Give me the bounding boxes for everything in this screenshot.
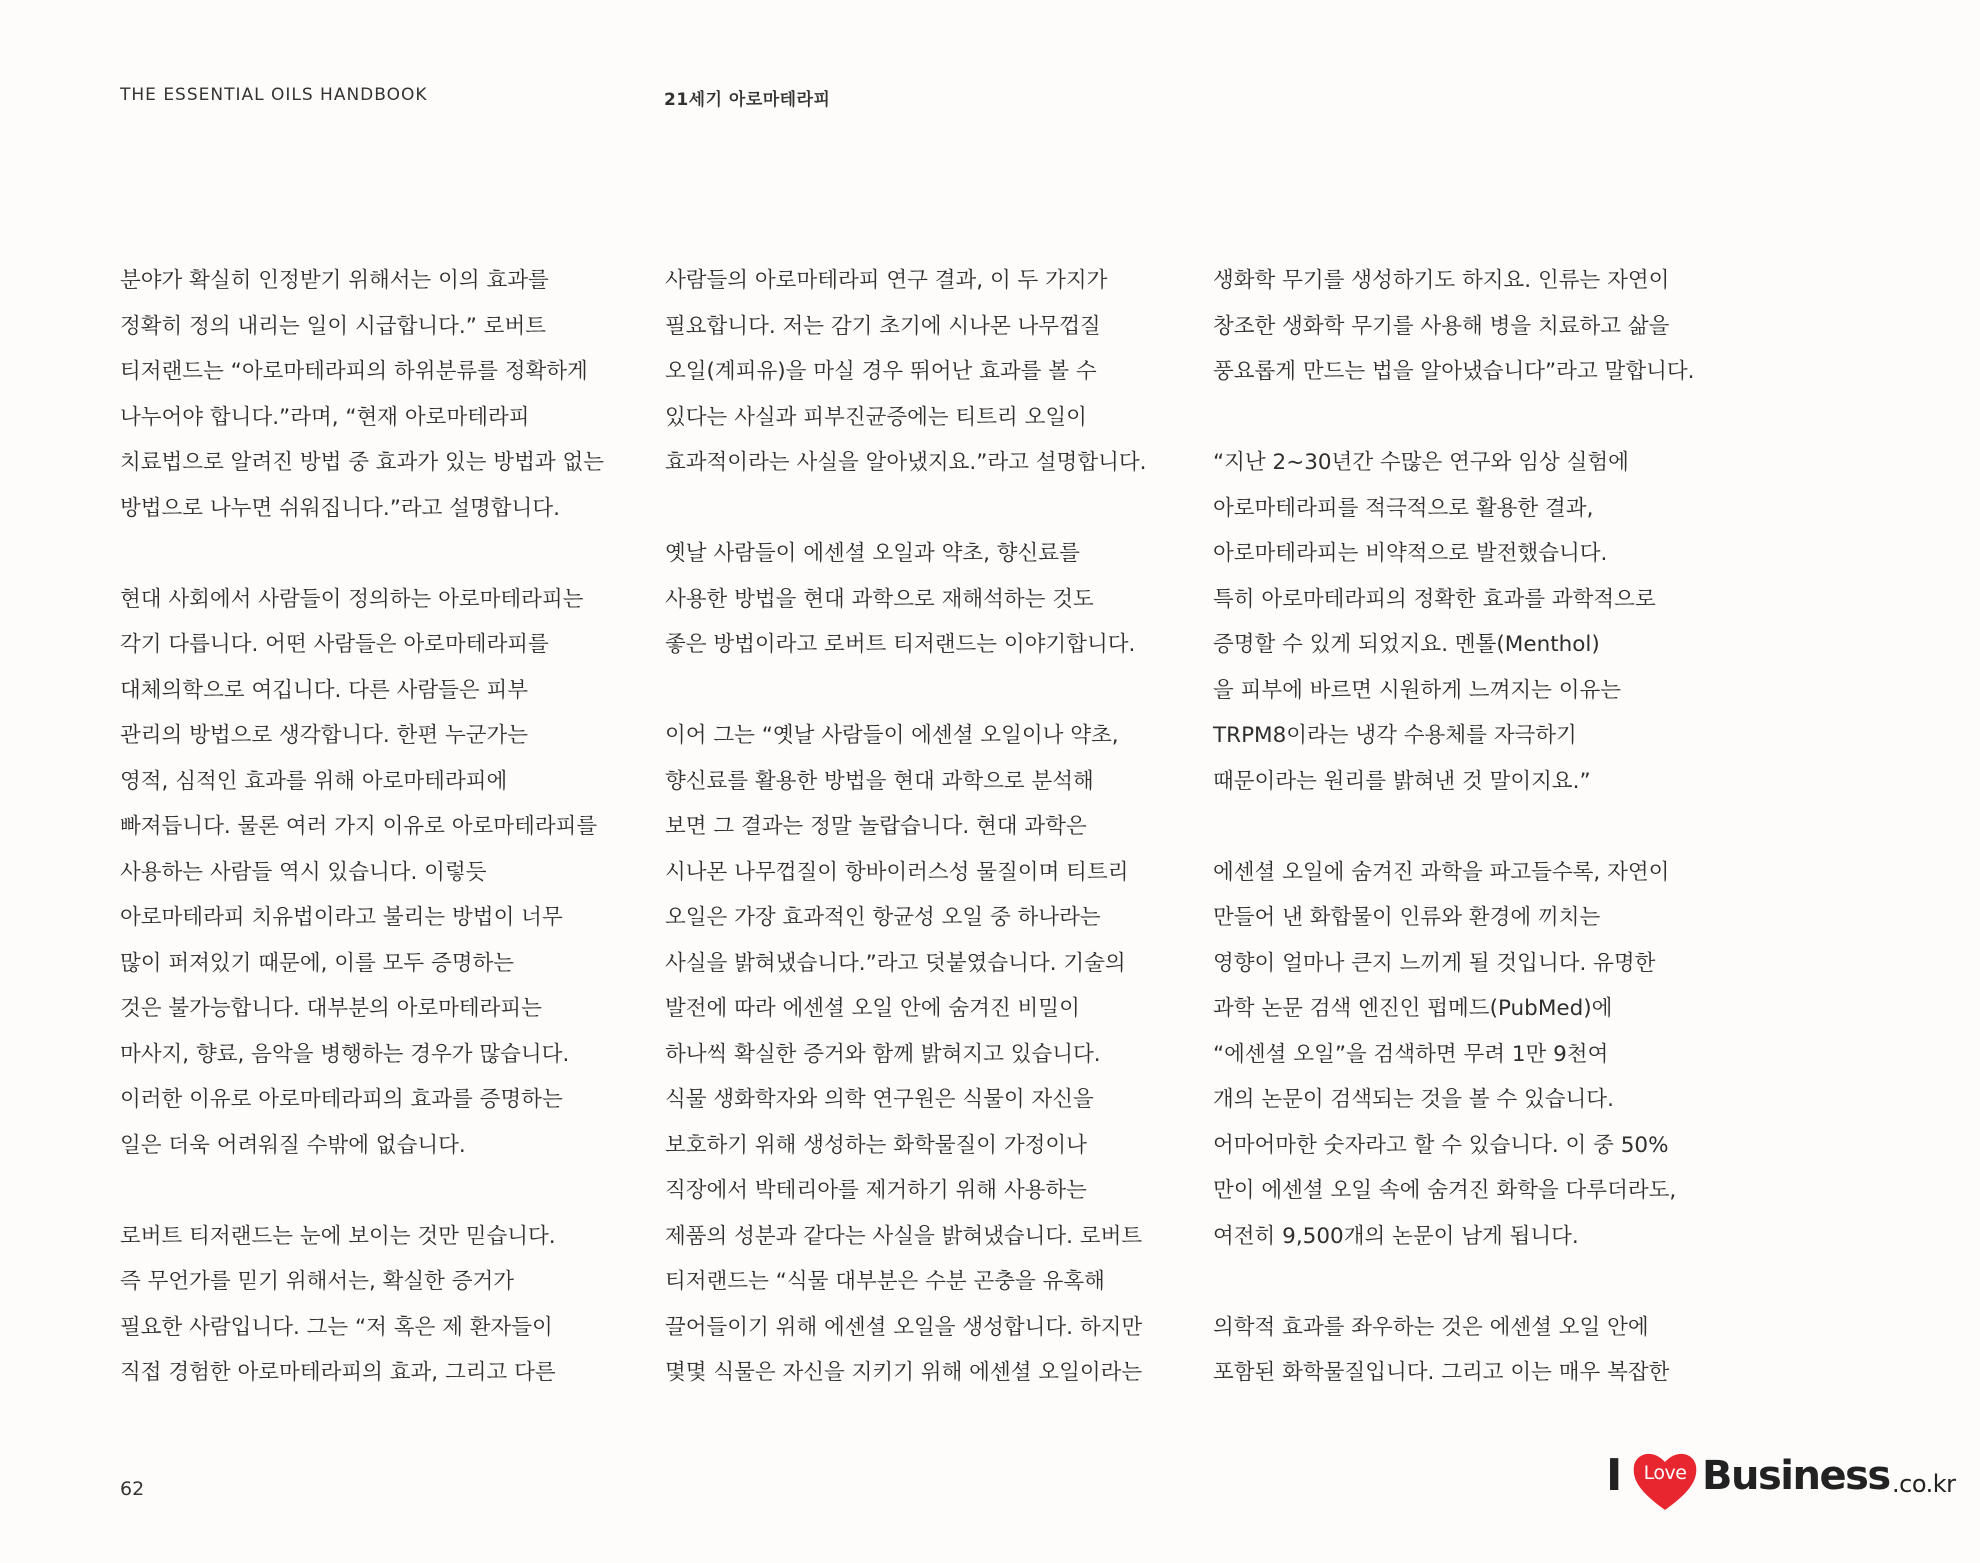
text-line: 즉 무언가를 믿기 위해서는, 확실한 증거가 <box>120 1269 515 1294</box>
text-line: 특히 아로마테라피의 정확한 효과를 과학적으로 <box>1213 586 1656 612</box>
text-line: 사람들의 아로마테라피 연구 결과, 이 두 가지가 <box>665 268 1108 293</box>
text-line: 보호하기 위해 생성하는 화학물질이 가정이나 <box>665 1132 1087 1158</box>
text-line: 치료법으로 알려진 방법 중 효과가 있는 방법과 없는 <box>120 450 604 475</box>
running-head-book-title: THE ESSENTIAL OILS HANDBOOK <box>120 85 428 105</box>
text-line: 옛날 사람들이 에센셜 오일과 약초, 향신료를 <box>665 541 1080 566</box>
text-line: 이어 그는 “옛날 사람들이 에센셜 오일이나 약초, <box>665 723 1119 748</box>
paragraph-gap <box>1213 1259 1778 1305</box>
text-line: 보면 그 결과는 정말 놀랍습니다. 현대 과학은 <box>665 814 1087 839</box>
text-line: 각기 다릅니다. 어떤 사람들은 아로마테라피를 <box>120 632 549 657</box>
text-line: 정확히 정의 내리는 일이 시급합니다.” 로버트 <box>120 313 546 339</box>
text-line: 어마어마한 숫자라고 할 수 있습니다. 이 중 50% <box>1213 1132 1669 1158</box>
text-line: 향신료를 활용한 방법을 현대 과학으로 분석해 <box>665 768 1094 794</box>
paragraph-gap <box>120 1168 685 1214</box>
logo-letter-i: I <box>1606 1450 1623 1501</box>
text-line: 이러한 이유로 아로마테라피의 효과를 증명하는 <box>120 1087 563 1112</box>
text-line: 나누어야 합니다.”라며, “현재 아로마테라피 <box>120 404 530 430</box>
text-line: 만들어 낸 화합물이 인류와 환경에 끼치는 <box>1213 905 1601 930</box>
text-line: 에센셜 오일에 숨겨진 과학을 파고들수록, 자연이 <box>1213 859 1670 885</box>
text-line: 사용한 방법을 현대 과학으로 재해석하는 것도 <box>665 586 1094 612</box>
text-line: 오일은 가장 효과적인 항균성 오일 중 하나라는 <box>665 905 1101 930</box>
text-line: 대체의학으로 여깁니다. 다른 사람들은 피부 <box>120 677 529 703</box>
text-line: 티저랜드는 “아로마테라피의 하위분류를 정확하게 <box>120 359 588 384</box>
text-line: 발전에 따라 에센셜 오일 안에 숨겨진 비밀이 <box>665 996 1080 1021</box>
text-line: 오일(계피유)을 마실 경우 뛰어난 효과를 볼 수 <box>665 359 1097 384</box>
text-line: 포함된 화학물질입니다. 그리고 이는 매우 복잡한 <box>1213 1360 1670 1385</box>
text-line: 풍요롭게 만드는 법을 알아냈습니다”라고 말합니다. <box>1213 359 1695 384</box>
text-line: 필요합니다. 저는 감기 초기에 시나몬 나무껍질 <box>665 313 1101 339</box>
text-line: 많이 퍼져있기 때문에, 이를 모두 증명하는 <box>120 950 515 976</box>
text-line: 방법으로 나누면 쉬워집니다.”라고 설명합니다. <box>120 495 560 521</box>
page-number: 62 <box>120 1478 145 1500</box>
text-line: 몇몇 식물은 자신을 지키기 위해 에센셜 오일이라는 <box>665 1360 1143 1385</box>
text-line: 제품의 성분과 같다는 사실을 밝혀냈습니다. 로버트 <box>665 1223 1143 1249</box>
text-line: 생화학 무기를 생성하기도 하지요. 인류는 자연이 <box>1213 268 1670 293</box>
text-line: 창조한 생화학 무기를 사용해 병을 치료하고 삶을 <box>1213 313 1670 339</box>
text-line: 과학 논문 검색 엔진인 펍메드(PubMed)에 <box>1213 996 1613 1021</box>
text-line: 일은 더욱 어려워질 수밖에 없습니다. <box>120 1132 466 1158</box>
text-line: 때문이라는 원리를 밝혀낸 것 말이지요.” <box>1213 768 1591 794</box>
text-line: 영적, 심적인 효과를 위해 아로마테라피에 <box>120 768 508 794</box>
text-line: 티저랜드는 “식물 대부분은 수분 곤충을 유혹해 <box>665 1269 1105 1294</box>
i-love-business-logo <box>1606 1448 1966 1508</box>
text-line: 하나씩 확실한 증거와 함께 밝혀지고 있습니다. <box>665 1041 1101 1067</box>
text-column-2 <box>665 258 1230 1396</box>
text-line: 을 피부에 바르면 시원하게 느껴지는 이유는 <box>1213 677 1622 703</box>
text-line: 것은 불가능합니다. 대부분의 아로마테라피는 <box>120 996 542 1021</box>
text-line: 만이 에센셜 오일 속에 숨겨진 화학을 다루더라도, <box>1213 1178 1677 1203</box>
text-line: 마사지, 향료, 음악을 병행하는 경우가 많습니다. <box>120 1041 570 1067</box>
paragraph-gap <box>120 531 685 577</box>
text-line: 로버트 티저랜드는 눈에 보이는 것만 믿습니다. <box>120 1223 556 1249</box>
text-line: 증명할 수 있게 되었지요. 멘톨(Menthol) <box>1213 632 1600 657</box>
text-line: 아로마테라피는 비약적으로 발전했습니다. <box>1213 541 1608 566</box>
text-line: “에센셜 오일”을 검색하면 무려 1만 9천여 <box>1213 1041 1609 1067</box>
text-line: 끌어들이기 위해 에센셜 오일을 생성합니다. 하지만 <box>665 1314 1143 1340</box>
text-line: 사용하는 사람들 역시 있습니다. 이렇듯 <box>120 859 487 885</box>
text-line: 현대 사회에서 사람들이 정의하는 아로마테라피는 <box>120 586 584 612</box>
text-line: TRPM8이라는 냉각 수용체를 자극하기 <box>1213 723 1577 748</box>
text-line: 직접 경험한 아로마테라피의 효과, 그리고 다른 <box>120 1360 556 1385</box>
text-line: 분야가 확실히 인정받기 위해서는 이의 효과를 <box>120 268 549 293</box>
text-line: 효과적이라는 사실을 알아냈지요.”라고 설명합니다. <box>665 450 1147 475</box>
running-head-chapter-title: 21세기 아로마테라피 <box>664 90 831 110</box>
text-line: 시나몬 나무껍질이 항바이러스성 물질이며 티트리 <box>665 859 1129 885</box>
logo-brand-text: Business <box>1702 1453 1890 1499</box>
paragraph-gap <box>1213 804 1778 850</box>
text-column-1 <box>120 258 685 1396</box>
text-line: 식물 생화학자와 의학 연구원은 식물이 자신을 <box>665 1087 1094 1112</box>
text-column-3 <box>1213 258 1778 1396</box>
text-line: “지난 2~30년간 수많은 연구와 임상 실험에 <box>1213 450 1629 475</box>
text-line: 필요한 사람입니다. 그는 “저 혹은 제 환자들이 <box>120 1314 553 1340</box>
text-line: 직장에서 박테리아를 제거하기 위해 사용하는 <box>665 1178 1087 1203</box>
text-line: 아로마테라피 치유법이라고 불리는 방법이 너무 <box>120 905 563 930</box>
text-line: 개의 논문이 검색되는 것을 볼 수 있습니다. <box>1213 1087 1614 1112</box>
paragraph-gap <box>665 486 1230 532</box>
text-line: 아로마테라피를 적극적으로 활용한 결과, <box>1213 495 1594 521</box>
text-line: 빠져듭니다. 물론 여러 가지 이유로 아로마테라피를 <box>120 814 598 839</box>
text-line: 영향이 얼마나 큰지 느끼게 될 것입니다. 유명한 <box>1213 950 1656 976</box>
text-line: 여전히 9,500개의 논문이 남게 됩니다. <box>1213 1223 1579 1249</box>
paragraph-gap <box>665 668 1230 714</box>
text-line: 좋은 방법이라고 로버트 티저랜드는 이야기합니다. <box>665 632 1136 657</box>
logo-love-text: Love <box>1643 1462 1687 1484</box>
text-line: 사실을 밝혀냈습니다.”라고 덧붙였습니다. 기술의 <box>665 950 1126 976</box>
text-line: 의학적 효과를 좌우하는 것은 에센셜 오일 안에 <box>1213 1314 1649 1340</box>
text-line: 있다는 사실과 피부진균증에는 티트리 오일이 <box>665 404 1087 430</box>
text-line: 관리의 방법으로 생각합니다. 한편 누군가는 <box>120 723 529 748</box>
paragraph-gap <box>1213 395 1778 441</box>
logo-domain-text: .co.kr <box>1892 1470 1956 1498</box>
